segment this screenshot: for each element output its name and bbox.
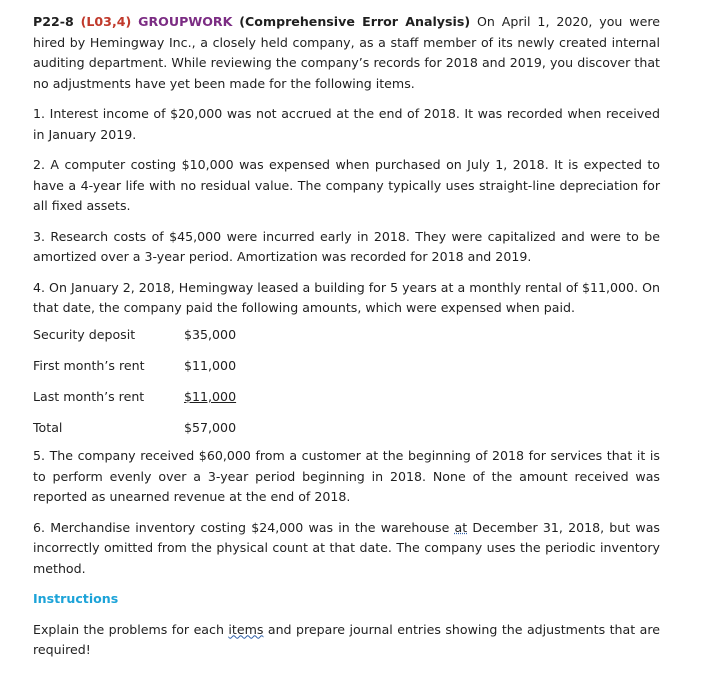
groupwork-label: GROUPWORK bbox=[138, 14, 233, 29]
instructions-text-start: Explain the problems for each bbox=[33, 621, 229, 637]
instructions-heading: Instructions bbox=[33, 591, 119, 607]
amount-label: Last month’s rent bbox=[33, 388, 145, 404]
item-6-text-end: December 31, 2018, but was incorrectly omitted from the physical count at that date. The company uses the periodic inventory method. bbox=[33, 519, 660, 576]
amount-row bbox=[33, 325, 660, 356]
item-6-text-start: 6. Merchandise inventory costing $24,000 was in the warehouse bbox=[33, 519, 455, 535]
problem-number: P22-8 bbox=[33, 14, 74, 29]
item-1: 1. Interest income of $20,000 was not accrued at the end of 2018. It was recorded when received in January 2019. bbox=[33, 106, 660, 142]
amount-row bbox=[33, 387, 660, 418]
amount-label: Total bbox=[33, 420, 63, 436]
instructions-text-end: and prepare journal entries showing the adjustments that are required! bbox=[33, 621, 660, 658]
item-2: 2. A computer costing $10,000 was expensed when purchased on July 1, 2018. It is expected to have a 4-year life with no residual value. The company typically uses straight-line depreciation for all fixed assets. bbox=[33, 157, 660, 213]
amount-label: First month’s rent bbox=[33, 357, 145, 373]
problem-intro bbox=[33, 12, 660, 94]
instructions-items-word: items bbox=[228, 621, 264, 637]
payment-amounts-table bbox=[33, 325, 660, 445]
amount-label: Security deposit bbox=[33, 326, 136, 342]
item-6-at-word: at bbox=[454, 519, 468, 535]
amount-row-total bbox=[33, 418, 660, 444]
learning-objective-ref: (L03,4) bbox=[80, 14, 132, 29]
problem-title: (Comprehensive Error Analysis) bbox=[239, 14, 471, 29]
amount-row bbox=[33, 356, 660, 387]
amount-value: $11,000 bbox=[184, 388, 237, 404]
item-6 bbox=[33, 518, 660, 580]
amount-value: $57,000 bbox=[184, 420, 237, 436]
problem-intro-text: On April 1, 2020, you were hired by Hemingway Inc., a closely held company, as a staff member of its newly created internal auditing department. While reviewing the company’s records for 2018 and 2019, you discover that no adjustments have yet been made for the following items. bbox=[33, 14, 660, 91]
item-5: 5. The company received $60,000 from a customer at the beginning of 2018 for services that it is to perform evenly over a 3-year period beginning in 2018. None of the amount received was reported as unearned revenue at the end of 2018. bbox=[33, 448, 660, 505]
instructions-text bbox=[33, 620, 660, 661]
amount-value: $11,000 bbox=[184, 357, 237, 373]
amount-value: $35,000 bbox=[184, 326, 237, 342]
item-3: 3. Research costs of $45,000 were incurred early in 2018. They were capitalized and were to be amortized over a 3-year period. Amortization was recorded for 2018 and 2019. bbox=[33, 228, 660, 264]
item-4: 4. On January 2, 2018, Hemingway leased a building for 5 years at a monthly rental of $11,000. On that date, the company paid the following amounts, which were expensed when paid. bbox=[33, 279, 660, 315]
